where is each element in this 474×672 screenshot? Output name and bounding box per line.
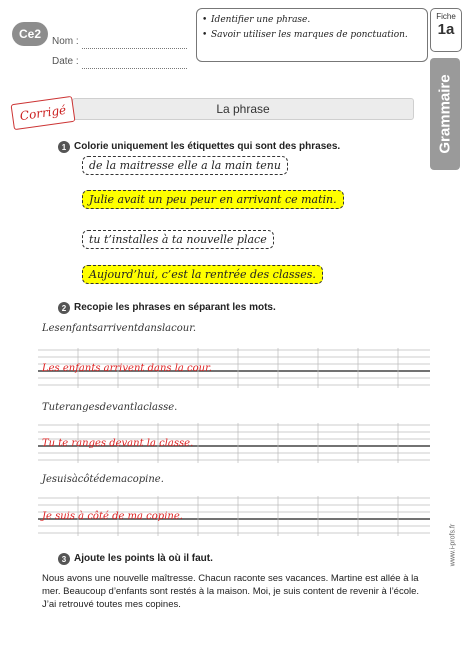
model-word-string: Tuterangesdevantlaclasse. [42,402,178,413]
model-word-string: Jesuisàcôtédemacopine. [42,474,164,485]
answer-sentence: Tu te ranges devant la classe. [42,438,194,449]
exercise-1-number: 1 [58,141,70,153]
nom-line [82,38,187,49]
date-label: Date : [52,56,79,67]
exercise-2-number: 2 [58,302,70,314]
exercise-3-number: 3 [58,553,70,565]
nom-label: Nom : [52,36,79,47]
exercise-1-instruction: Colorie uniquement les étiquettes qui sont des phrases. [74,141,341,152]
page-title: La phrase [216,102,270,116]
fiche-box [430,8,462,52]
fiche-number: 1a [437,21,455,38]
sentence-label[interactable]: de la maitresse elle a la main tenu [82,156,288,175]
objectives-box [196,8,428,62]
objective-item: • Identifier une phrase. [211,13,427,28]
subject-label: Grammaire [436,74,454,154]
title-bar [72,98,414,120]
punctuation-paragraph: Nous avons une nouvelle maîtresse. Chacun raconte ses vacances. Martine est allée à la mer. Beaucoup d’enfants sont restés à la maison. Moi, je suis content de revenir à l’école. J’ai retrouvé toutes mes copines. [42,573,420,610]
exercise-3-instruction: Ajoute les points là où il faut. [74,553,213,564]
sentence-label[interactable]: tu t’installes à ta nouvelle place [82,230,274,249]
fiche-label: Fiche [436,12,456,21]
site-url-vertical [446,470,460,620]
sentence-label-highlighted[interactable]: Aujourd’hui, c’est la rentrée des classes. [82,265,323,284]
exercise-2-instruction: Recopie les phrases en séparant les mots. [74,302,276,313]
corrige-stamp-art [15,100,71,125]
model-word-string: Lesenfantsarriventdanslacour. [42,323,197,334]
level-badge: Ce2 [12,22,48,46]
subject-sidebar [430,58,460,170]
objective-item: • Savoir utiliser les marques de ponctuation. [211,28,427,43]
sentence-label-highlighted[interactable]: Julie avait un peu peur en arrivant ce matin. [82,190,344,209]
date-line [82,58,187,69]
objectives-list [197,13,427,43]
answer-sentence: Les enfants arrivent dans la cour. [42,363,212,374]
site-url: www.i-profs.fr [449,523,457,567]
answer-sentence: Je suis à côté de ma copine. [42,511,183,522]
svg-text:Corrigé: Corrigé [19,102,67,124]
corrige-stamp [10,96,75,130]
